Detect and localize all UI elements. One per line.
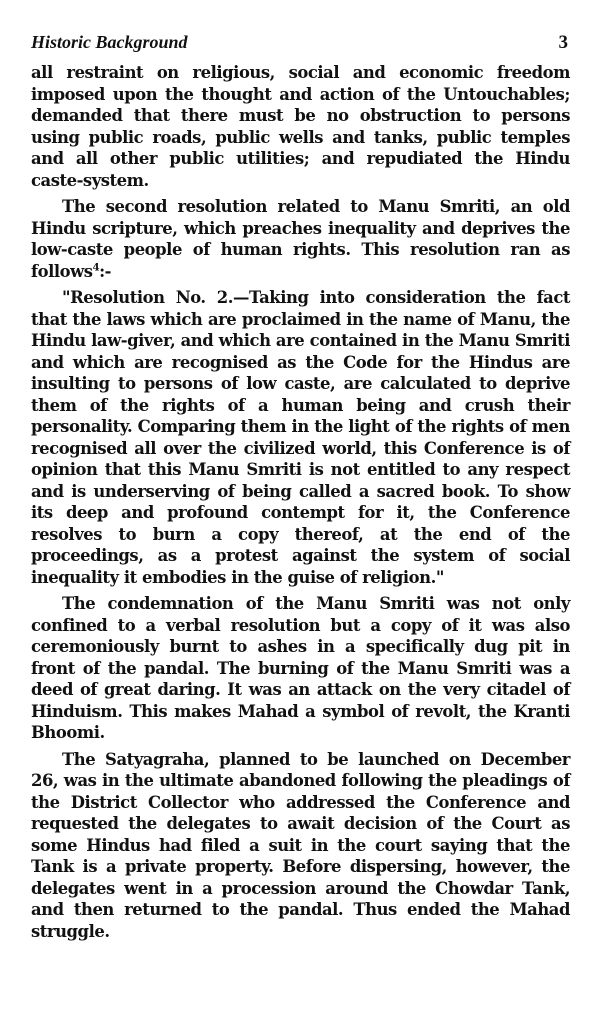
page-number: 3 xyxy=(558,32,568,53)
running-title: Historic Background xyxy=(31,32,188,52)
running-head xyxy=(31,30,570,58)
resolution-quote xyxy=(31,287,570,588)
paragraph-1 xyxy=(31,62,570,191)
paragraph-tail: :- xyxy=(99,261,112,281)
paragraph-text: all restraint on religious, social and economic freedom imposed upon the thought and action of the Untouchables; demanded that there must be no obstruction to persons using public roads, public wells and tanks, public temples and all other public utilities; and repudiated the Hindu caste-system. xyxy=(31,63,570,190)
paragraph-2 xyxy=(31,196,570,282)
body-text xyxy=(31,62,570,942)
paragraph-4 xyxy=(31,593,570,744)
footnote-marker: 4 xyxy=(92,262,100,274)
paragraph-text: The second resolution related to Manu Smriti, an old Hindu scripture, which preaches inequality and deprives the low-caste people of human rights. This resolution ran as follows xyxy=(31,197,570,281)
paragraph-text: The Satyagraha, planned to be launched on December 26, was in the ultimate abandoned following the pleadings of the District Collector who addressed the Conference and requested the delegates to await decision of the Court as some Hindus had filed a suit in the court saying that the Tank is a private property. Before dispersing, however, the delegates went in a procession around the Chowdar Tank, and then returned to the pandal. Thus ended the Mahad struggle. xyxy=(31,749,570,941)
paragraph-text: "Resolution No. 2.—Taking into consideration the fact that the laws which are proclaimed in the name of Manu, the Hindu law-giver, and which are contained in the Manu Smriti and which are recognised as the Code for the Hindus are insulting to persons of low caste, are calculated to deprive them of the rights of a human being and crush their personality. Comparing them in the light of the rights of men recognised all over the civilized world, this Conference is of opinion that this Manu Smriti is not entitled to any respect and is underserving of being called a sacred book. To show its deep and profound contempt for it, the Conference resolves to burn a copy thereof, at the end of the proceedings, as a protest against the system of social inequality it embodies in the guise of religion." xyxy=(31,288,570,587)
paragraph-text: The condemnation of the Manu Smriti was not only confined to a verbal resolution but a copy of it was also ceremoniously burnt to ashes in a specifically dug pit in front of the pandal. The burning of the Manu Smriti was a deed of great daring. It was an attack on the very citadel of Hinduism. This makes Mahad a symbol of revolt, the Kranti Bhoomi. xyxy=(31,594,570,742)
paragraph-5 xyxy=(31,749,570,943)
